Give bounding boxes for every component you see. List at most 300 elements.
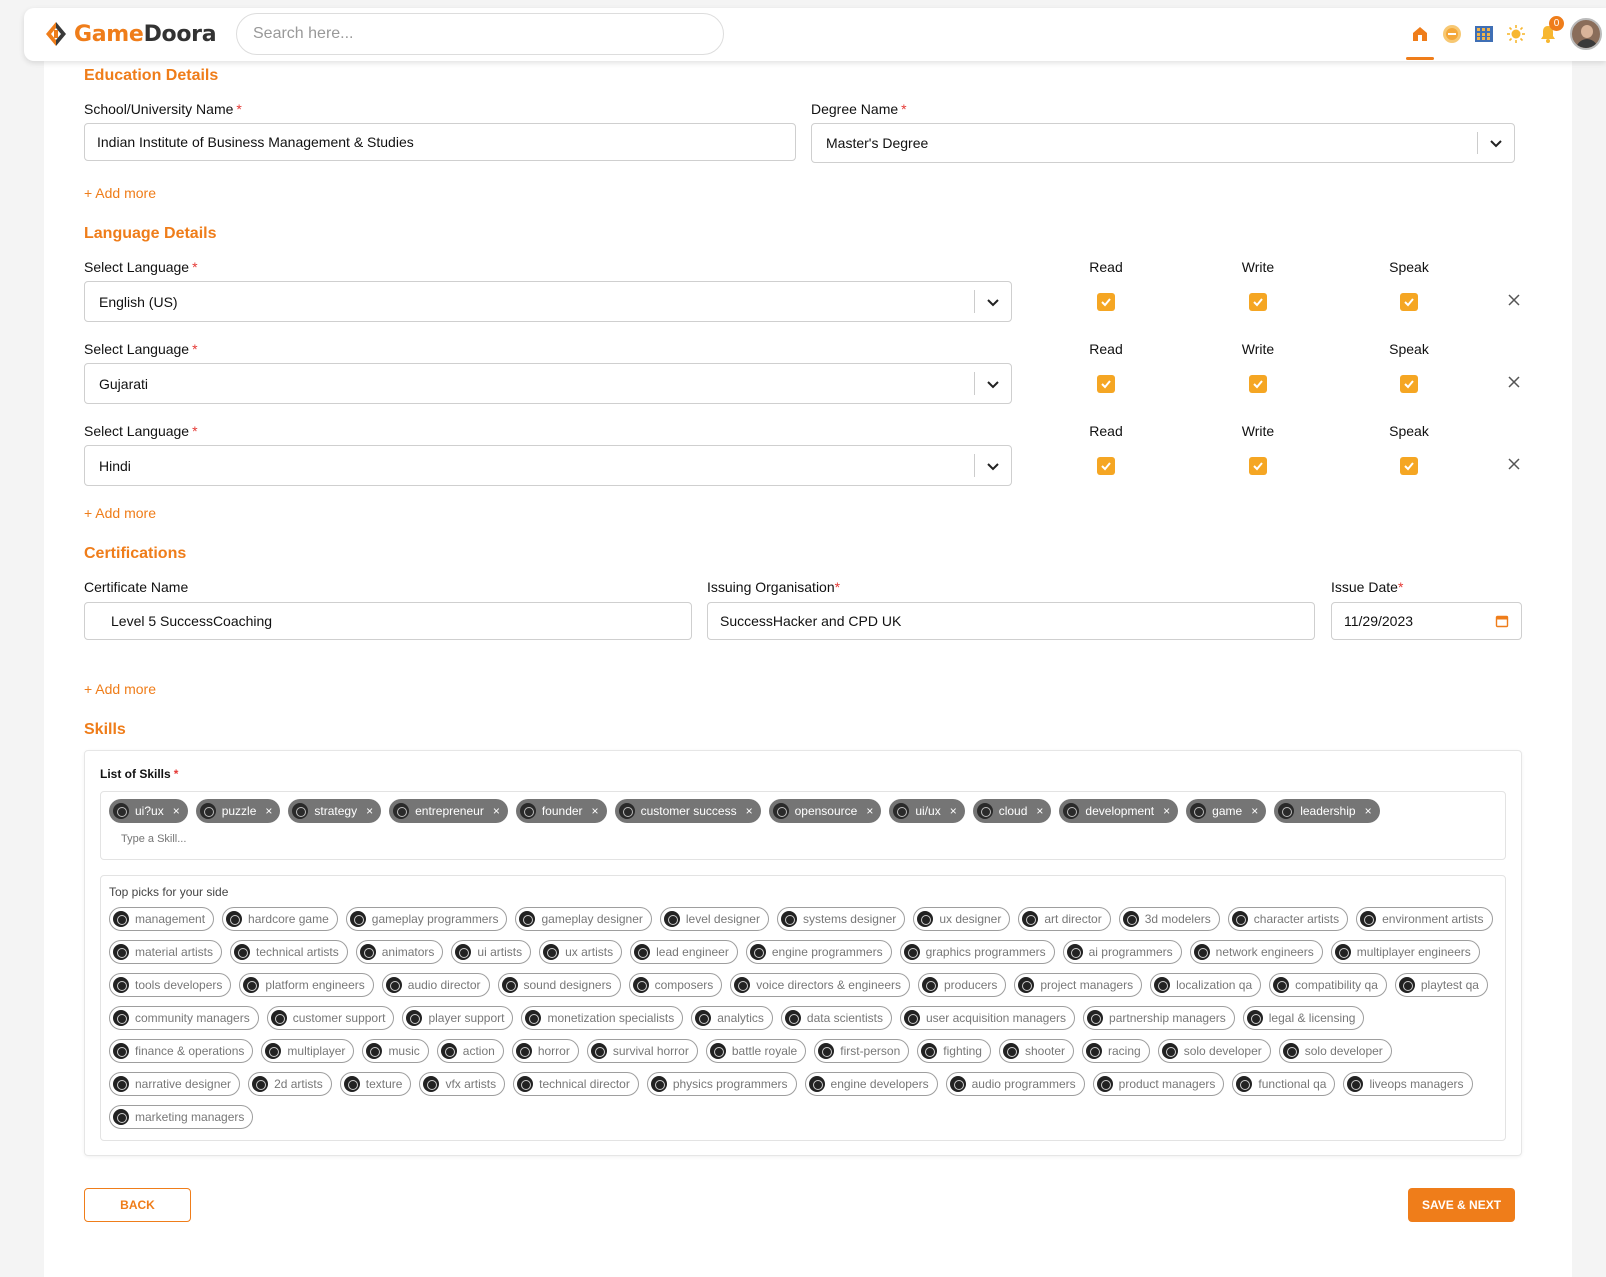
top-pick-chip[interactable] [706,1039,806,1063]
skill-icon [710,1043,726,1059]
save-next-button[interactable]: SAVE & NEXT [1408,1188,1515,1222]
grid-icon[interactable] [1468,14,1500,54]
top-pick-chip[interactable] [946,1072,1085,1096]
skill-icon [750,944,766,960]
skill-icon [1278,803,1294,819]
top-pick-label: tools developers [135,978,223,992]
top-pick-chip[interactable] [1018,907,1110,931]
language-value: Hindi [99,457,131,474]
top-pick-label: user acquisition managers [925,1011,1067,1025]
skill-chip[interactable] [109,799,188,823]
top-pick-chip[interactable] [513,1072,639,1096]
selected-skills [109,799,1388,823]
skill-icon [234,944,250,960]
top-pick-label: ux artists [565,945,614,959]
top-pick-chip[interactable] [1395,973,1488,997]
skill-icon [386,977,402,993]
top-pick-label: management [135,912,206,926]
skill-icon [406,1010,422,1026]
top-pick-chip[interactable] [362,1039,428,1063]
top-pick-label: ai programmers [1088,945,1173,959]
top-pick-label: graphics programmers [925,945,1046,959]
skills-title: Skills [84,721,126,738]
skill-icon [1162,1043,1178,1059]
skill-chip-label: leadership [1300,804,1356,818]
read-header: Read [1089,341,1123,357]
skill-icon [809,1076,825,1092]
skill-icon [344,1076,360,1092]
top-pick-chip[interactable] [451,940,531,964]
top-picks-box [100,875,1506,1141]
top-pick-chip[interactable] [660,907,769,931]
top-pick-chip[interactable] [248,1072,332,1096]
language-select[interactable] [84,363,1012,404]
notification-badge: 0 [1549,16,1564,31]
chevron-down-icon [985,458,1001,474]
skill-chip-label: development [1085,804,1155,818]
skill-chip[interactable] [196,799,281,823]
top-pick-chip[interactable] [512,1039,579,1063]
skill-icon [525,1010,541,1026]
skill-icon [1003,1043,1019,1059]
top-pick-chip[interactable] [1269,973,1387,997]
top-pick-label: gameplay programmers [371,912,499,926]
top-pick-chip[interactable] [781,1006,892,1030]
top-pick-chip[interactable] [267,1006,395,1030]
language-value: Gujarati [99,375,149,392]
top-pick-label: platform engineers [265,978,365,992]
skill-chip-label: opensource [794,804,858,818]
top-pick-label: marketing managers [135,1110,245,1124]
certifications-add-more[interactable]: + Add more [84,681,156,697]
skill-icon [1086,1043,1102,1059]
top-pick-label: solo developer [1183,1044,1262,1058]
top-pick-label: community managers [135,1011,250,1025]
skill-chip[interactable] [973,799,1052,823]
top-pick-chip[interactable] [1331,940,1480,964]
certifications-title: Certifications [84,545,187,562]
top-pick-chip[interactable] [1014,973,1142,997]
skill-icon [502,977,518,993]
skill-icon [633,977,649,993]
skill-icon [366,1043,382,1059]
skill-chip[interactable] [889,799,964,823]
top-pick-label: playtest qa [1420,978,1479,992]
remove-language-icon[interactable] [1507,375,1521,389]
education-title: Education Details [84,67,219,84]
skill-icon [785,1010,801,1026]
top-pick-chip[interactable] [1150,973,1261,997]
logo[interactable] [42,20,216,48]
top-pick-chip[interactable] [647,1072,797,1096]
skill-icon [734,977,750,993]
top-pick-chip[interactable] [587,1039,698,1063]
skill-icon [1360,911,1376,927]
top-pick-chip[interactable] [382,973,490,997]
skill-icon [1347,1076,1363,1092]
skill-chip[interactable] [1274,799,1379,823]
top-pick-chip[interactable] [402,1006,513,1030]
top-pick-chip[interactable] [356,940,444,964]
top-pick-label: hardcore game [248,912,329,926]
top-pick-chip[interactable] [1190,940,1323,964]
top-pick-chip[interactable] [1083,1006,1235,1030]
language-value: English (US) [99,293,178,310]
skills-list-label: List of Skills * [100,767,179,781]
top-pick-label: systems designer [802,912,897,926]
top-pick-chip[interactable] [629,973,723,997]
top-pick-chip[interactable] [730,973,910,997]
top-pick-chip[interactable] [346,907,508,931]
top-pick-label: art director [1044,912,1102,926]
top-pick-label: shooter [1024,1044,1065,1058]
read-checkbox[interactable] [1097,375,1115,393]
remove-language-icon[interactable] [1507,457,1521,471]
search-input[interactable] [236,13,724,55]
check-icon [1403,296,1415,308]
top-pick-label: ux designer [939,912,1002,926]
top-pick-chip[interactable] [630,940,738,964]
remove-skill-icon[interactable]: × [1163,804,1171,818]
skill-chip[interactable] [389,799,508,823]
skill-icon [893,803,909,819]
write-checkbox[interactable] [1249,293,1267,311]
skill-chip-label: founder [541,804,583,818]
top-pick-label: level designer [685,912,760,926]
logo-icon [42,20,70,48]
top-pick-chip[interactable] [900,940,1055,964]
check-icon [1252,378,1264,390]
top-pick-label: character artists [1253,912,1340,926]
skill-icon [1190,803,1206,819]
top-pick-chip[interactable] [521,1006,683,1030]
skill-icon [455,944,471,960]
top-pick-label: vfx artists [445,1077,497,1091]
skill-chip-label: strategy [314,804,358,818]
top-pick-label: functional qa [1258,1077,1327,1091]
remove-skill-icon[interactable]: × [492,804,500,818]
skill-chip[interactable] [288,799,381,823]
top-pick-chip[interactable] [900,1006,1075,1030]
back-button[interactable]: BACK [84,1188,191,1222]
skill-icon [1247,1010,1263,1026]
top-pick-label: multiplayer [287,1044,346,1058]
skill-chip-label: cloud [998,804,1028,818]
top-pick-chip[interactable] [1119,907,1220,931]
remove-skill-icon[interactable]: × [745,804,753,818]
top-pick-label: battle royale [731,1044,798,1058]
top-pick-label: horror [537,1044,570,1058]
top-pick-label: audio director [407,978,481,992]
top-pick-chip[interactable] [918,973,1006,997]
degree-select[interactable] [811,123,1515,163]
skill-chip-label: customer success [640,804,737,818]
read-header: Read [1089,423,1123,439]
top-pick-label: ui artists [477,945,523,959]
top-pick-label: finance & operations [135,1044,245,1058]
remove-skill-icon[interactable]: × [949,804,957,818]
skill-icon [1097,1076,1113,1092]
skill-icon [950,1076,966,1092]
skill-icon [1067,944,1083,960]
issuing-org-input[interactable]: SuccessHacker and CPD UK [707,602,1315,640]
issuing-org-label: Issuing Organisation* [707,579,841,595]
write-header: Write [1241,341,1275,357]
top-pick-chip[interactable] [1228,907,1348,931]
language-select[interactable] [84,281,1012,322]
degree-value: Master's Degree [826,135,929,151]
top-pick-label: lead engineer [656,945,729,959]
top-picks-list [109,907,1504,1129]
top-pick-label: survival horror [612,1044,689,1058]
top-pick-label: animators [381,945,435,959]
speak-checkbox[interactable] [1400,375,1418,393]
skill-icon [1018,977,1034,993]
profile-form-panel [44,58,1572,1277]
chevron-down-icon [1488,135,1504,151]
language-add-more[interactable]: + Add more [84,505,156,521]
remove-skill-icon[interactable]: × [1251,804,1259,818]
top-pick-label: environment artists [1382,912,1484,926]
skill-icon [1335,944,1351,960]
skill-icon [265,1043,281,1059]
top-pick-chip[interactable] [340,1072,412,1096]
skill-icon [423,1076,439,1092]
check-icon [1403,460,1415,472]
sun-icon[interactable] [1500,14,1532,54]
top-pick-label: voice directors & engineers [756,978,901,992]
top-pick-chip[interactable] [1158,1039,1271,1063]
top-pick-chip[interactable] [109,1006,259,1030]
top-pick-label: localization qa [1176,978,1253,992]
skill-icon [292,803,308,819]
remove-skill-icon[interactable]: × [866,804,874,818]
top-pick-chip[interactable] [917,1039,991,1063]
remove-skill-icon[interactable]: × [591,804,599,818]
skill-chip-label: entrepreneur [415,804,484,818]
calendar-icon[interactable] [1495,614,1509,628]
home-icon[interactable] [1404,14,1436,54]
top-pick-label: partnership managers [1109,1011,1226,1025]
skill-chip[interactable] [615,799,761,823]
top-pick-chip[interactable] [1082,1039,1150,1063]
skill-icon [271,1010,287,1026]
top-pick-label: technical artists [256,945,339,959]
skill-icon [773,803,789,819]
skill-input[interactable] [121,833,421,845]
skill-chip[interactable] [769,799,882,823]
skill-icon [1273,977,1289,993]
top-pick-chip[interactable] [515,907,651,931]
skill-icon [516,1043,532,1059]
top-pick-label: texture [365,1077,403,1091]
certificate-name-label: Certificate Name [84,579,189,595]
skill-icon [904,1010,920,1026]
top-pick-label: producers [944,978,998,992]
remove-skill-icon[interactable]: × [1364,804,1372,818]
top-pick-chip[interactable] [805,1072,938,1096]
top-pick-label: player support [428,1011,505,1025]
check-icon [1252,460,1264,472]
skill-icon [113,1010,129,1026]
skill-icon [921,1043,937,1059]
skill-icon [695,1010,711,1026]
top-pick-chip[interactable] [109,940,222,964]
skill-icon [1194,944,1210,960]
top-pick-chip[interactable] [109,1072,240,1096]
skill-icon [781,911,797,927]
skill-icon [393,803,409,819]
skill-icon [441,1043,457,1059]
skill-icon [200,803,216,819]
read-checkbox[interactable] [1097,457,1115,475]
skill-chip-label: game [1212,804,1243,818]
top-pick-label: audio programmers [971,1077,1076,1091]
skill-icon [619,803,635,819]
top-pick-chip[interactable] [109,973,231,997]
degree-label: Degree Name * [811,101,907,117]
top-pick-chip[interactable] [1063,940,1182,964]
top-pick-label: sound designers [523,978,612,992]
check-icon [1403,378,1415,390]
skill-chip[interactable] [516,799,607,823]
skills-input-box[interactable] [100,791,1506,860]
skill-icon [520,803,536,819]
skill-icon [519,911,535,927]
top-pick-chip[interactable] [999,1039,1074,1063]
skill-icon [1063,803,1079,819]
logo-text: GameDoora [74,21,217,47]
top-pick-chip[interactable] [746,940,892,964]
skill-icon [113,1109,129,1125]
top-pick-chip[interactable] [1279,1039,1392,1063]
top-pick-label: engine programmers [771,945,883,959]
language-label: Select Language * [84,341,198,357]
check-icon [1252,296,1264,308]
top-pick-label: compatibility qa [1295,978,1378,992]
top-pick-chip[interactable] [239,973,373,997]
skill-chip[interactable] [1186,799,1266,823]
skill-chip-label: ui/ux [915,804,941,818]
education-add-more[interactable]: + Add more [84,185,156,201]
language-label: Select Language * [84,423,198,439]
write-header: Write [1241,423,1275,439]
remove-skill-icon[interactable]: × [265,804,273,818]
top-pick-chip[interactable] [230,940,348,964]
top-pick-chip[interactable] [1243,1006,1365,1030]
skill-icon [113,1076,129,1092]
top-pick-chip[interactable] [109,1039,253,1063]
bell-icon[interactable] [1532,14,1564,54]
remove-skill-icon[interactable]: × [366,804,374,818]
top-pick-chip[interactable] [109,907,214,931]
skill-icon [818,1043,834,1059]
skill-icon [634,944,650,960]
write-checkbox[interactable] [1249,457,1267,475]
top-pick-chip[interactable] [1356,907,1492,931]
skill-icon [1022,911,1038,927]
skill-icon [517,1076,533,1092]
skills-card [84,750,1522,1156]
top-pick-label: 3d modelers [1144,912,1211,926]
skill-icon [543,944,559,960]
top-pick-chip[interactable] [261,1039,354,1063]
language-select[interactable] [84,445,1012,486]
coin-icon[interactable] [1436,14,1468,54]
read-header: Read [1089,259,1123,275]
top-pick-chip[interactable] [498,973,621,997]
skill-icon [360,944,376,960]
speak-checkbox[interactable] [1400,457,1418,475]
speak-header: Speak [1389,341,1429,357]
avatar[interactable] [1570,18,1602,50]
speak-header: Speak [1389,259,1429,275]
skill-icon [350,911,366,927]
top-pick-chip[interactable] [222,907,338,931]
skill-icon [591,1043,607,1059]
remove-skill-icon[interactable]: × [1036,804,1044,818]
skill-chip[interactable] [1059,799,1178,823]
top-pick-chip[interactable] [539,940,622,964]
top-pick-chip[interactable] [109,1105,253,1129]
remove-language-icon[interactable] [1507,293,1521,307]
skill-icon [113,944,129,960]
top-pick-chip[interactable] [691,1006,773,1030]
top-pick-label: liveops managers [1369,1077,1464,1091]
top-pick-chip[interactable] [1343,1072,1472,1096]
skill-icon [252,1076,268,1092]
top-pick-chip[interactable] [1232,1072,1335,1096]
top-pick-chip[interactable] [437,1039,504,1063]
skill-chip-label: puzzle [221,804,257,818]
certificate-name-input[interactable]: Level 5 SuccessCoaching [84,602,692,640]
top-pick-label: 2d artists [274,1077,323,1091]
language-label: Select Language * [84,259,198,275]
check-icon [1100,460,1112,472]
top-pick-label: music [388,1044,420,1058]
skill-icon [113,803,129,819]
top-pick-label: multiplayer engineers [1356,945,1471,959]
top-pick-label: solo developer [1304,1044,1383,1058]
top-pick-label: legal & licensing [1268,1011,1356,1025]
read-checkbox[interactable] [1097,293,1115,311]
top-pick-chip[interactable] [1093,1072,1225,1096]
school-input[interactable]: Indian Institute of Business Management & Studies [84,123,796,161]
top-pick-chip[interactable] [419,1072,505,1096]
write-header: Write [1241,259,1275,275]
write-checkbox[interactable] [1249,375,1267,393]
top-pick-label: customer support [292,1011,386,1025]
skill-icon [917,911,933,927]
issue-date-input[interactable] [1331,602,1522,640]
top-pick-label: material artists [135,945,214,959]
skill-icon [1123,911,1139,927]
skill-icon [113,1043,129,1059]
remove-skill-icon[interactable]: × [172,804,180,818]
skill-icon [977,803,993,819]
top-pick-chip[interactable] [814,1039,909,1063]
top-pick-chip[interactable] [913,907,1010,931]
top-pick-chip[interactable] [777,907,905,931]
chevron-down-icon [985,376,1001,392]
top-picks-title: Top picks for your side [109,885,229,899]
top-pick-label: technical director [539,1077,630,1091]
top-pick-label: racing [1108,1044,1141,1058]
check-icon [1100,296,1112,308]
skill-icon [1087,1010,1103,1026]
skill-icon [651,1076,667,1092]
speak-checkbox[interactable] [1400,293,1418,311]
